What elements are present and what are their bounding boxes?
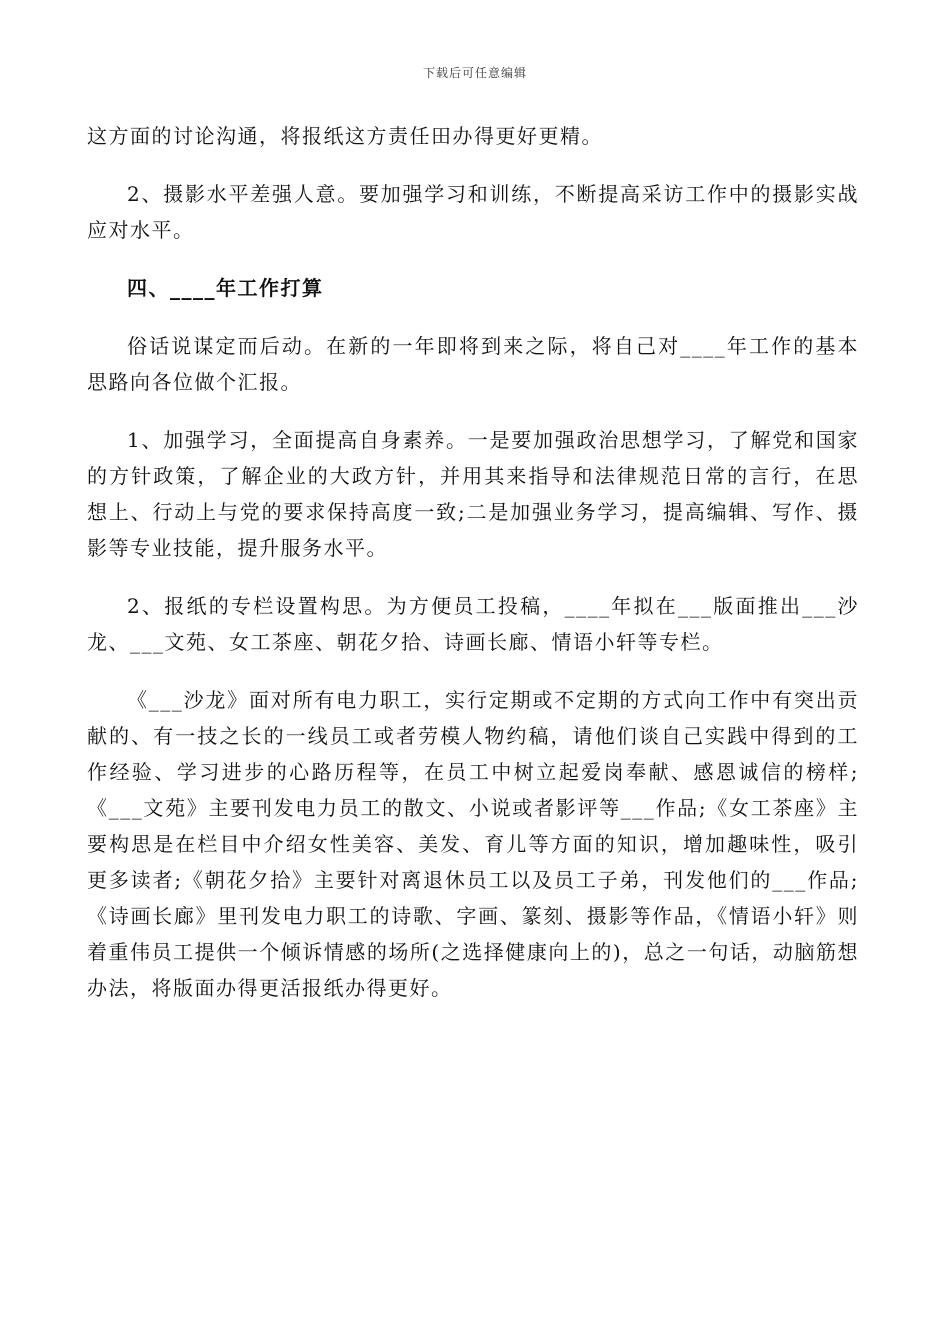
page-header-note: 下载后可任意编辑 [422, 66, 527, 80]
paragraph-study: 1、加强学习，全面提高自身素养。一是要加强政治思想学习，了解党和国家的方针政策，了解企业的大政方针，并用其来指导和法律规范日常的言行，在思想上、行动上与党的要求保持高度一致;二是加强业务学习，提高编辑、写作、摄影等专业技能，提升服务水平。 [87, 428, 859, 560]
paragraph-column-details: 《___沙龙》面对所有电力职工，实行定期或不定期的方式向工作中有突出贡献的、有一技之长的一线员工或者劳模人物约稿，请他们谈自己实践中得到的工作经验、学习进步的心路历程等，在员工中树立起爱岗奉献、感恩诚信的榜样;《___文苑》主要刊发电力员工的散文、小说或者影评等___作品;《女工茶座》主要构思是在栏目中介绍女性美容、美发、育儿等方面的知识，增加趣味性，吸引更多读者;《朝花夕拾》主要针对离退休员工以及员工子弟，刊发他们的___作品;《诗画长廊》里刊发电力职工的诗歌、字画、篆刻、摄影等作品，《情语小轩》则着重伟员工提供一个倾诉情感的场所(之选择健康向上的)，总之一句话，动脑筋想办法，将版面办得更活报纸办得更好。 [87, 688, 859, 1000]
paragraph-continuation: 这方面的讨论沟通，将报纸这方责任田办得更好更精。 [87, 124, 603, 148]
section-heading: 四、____年工作打算 [127, 276, 324, 300]
paragraph-intro: 俗话说谋定而后动。在新的一年即将到来之际，将自己对____年工作的基本思路向各位做个汇报。 [87, 334, 859, 394]
paragraph-photography: 2、摄影水平差强人意。要加强学习和训练，不断提高采访工作中的摄影实战应对水平。 [87, 182, 859, 242]
document-body [87, 118, 859, 1028]
paragraph-columns: 2、报纸的专栏设置构思。为方便员工投稿，____年拟在___版面推出___沙龙、___文苑、女工茶座、朝花夕拾、诗画长廊、情语小轩等专栏。 [87, 594, 859, 654]
